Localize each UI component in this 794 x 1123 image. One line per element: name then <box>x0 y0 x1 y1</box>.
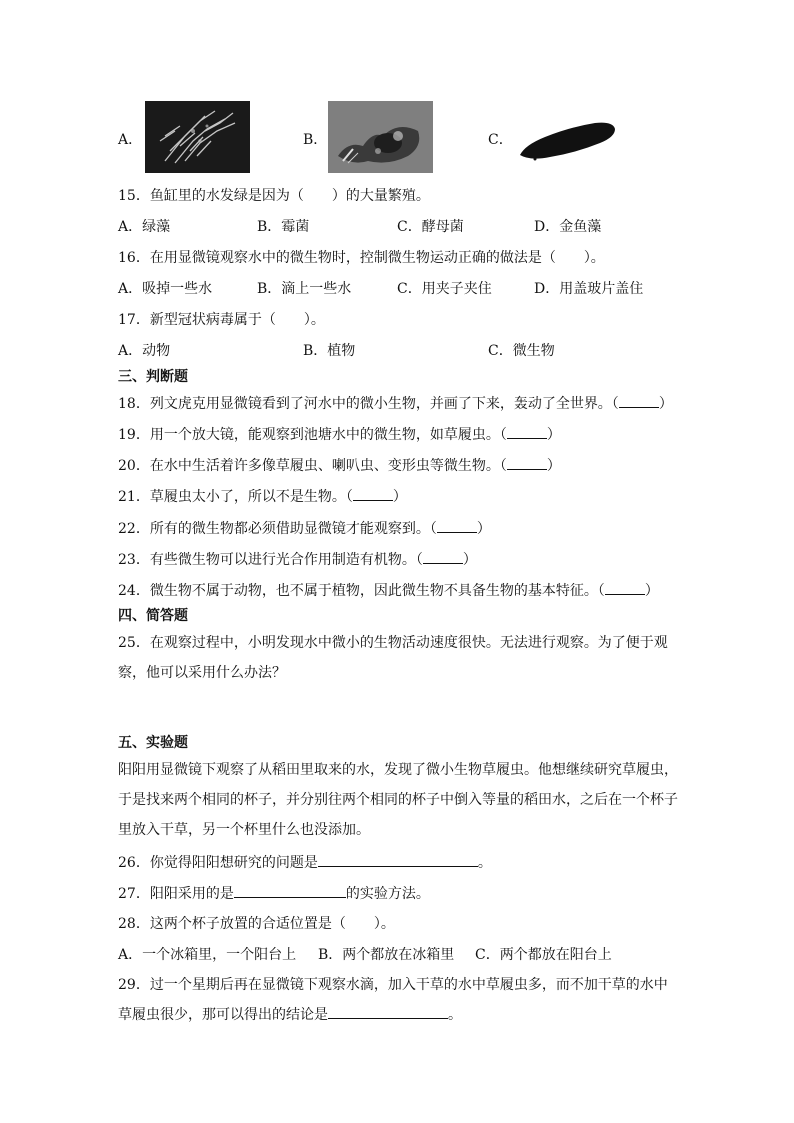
question-25: 25．在观察过程中，小明发现水中微小的生物活动速度很快。无法进行观察。为了便于观察，他可以采用什么办法？ <box>118 635 668 681</box>
answer-blank-22[interactable] <box>437 518 477 533</box>
answer-blank-26[interactable] <box>318 852 478 867</box>
answer-blank-29[interactable] <box>328 1004 448 1019</box>
question-26-suffix: 。 <box>477 855 492 871</box>
question-19-close: ） <box>546 427 561 443</box>
q28-option-b[interactable]: B．两个都放在冰箱里 <box>318 947 455 963</box>
question-24-text: 24．微生物不属于动物，也不属于植物，因此微生物不具备生物的基本特征。（ <box>118 583 605 599</box>
section-heading-experiment: 五、实验题 <box>118 735 188 751</box>
question-22 <box>118 518 491 539</box>
q15-option-d[interactable]: D．金鱼藻 <box>534 219 602 235</box>
question-27 <box>118 883 430 904</box>
section-heading-short-answer: 四、简答题 <box>118 608 188 624</box>
answer-blank-27[interactable] <box>234 883 346 898</box>
experiment-intro: 阳阳用显微镜下观察了从稻田里取来的水，发现了微小生物草履虫。他想继续研究草履虫，于是找来两个相同的杯子，并分别往两个相同的杯子中倒入等量的稻田水，之后在一个杯子里放入干草，另一个杯里什么也没添加。 <box>118 762 678 838</box>
option-c-label: C． <box>488 132 513 148</box>
option-b-label: B． <box>303 132 328 148</box>
question-27-text: 27．阳阳采用的是 <box>118 886 234 902</box>
question-27-suffix: 的实验方法。 <box>345 886 430 902</box>
question-28: 28．这两个杯子放置的合适位置是（ ）。 <box>118 916 395 932</box>
answer-blank-21[interactable] <box>353 486 393 501</box>
q28-option-a[interactable]: A．一个冰箱里，一个阳台上 <box>118 947 297 963</box>
question-21-text: 21．草履虫太小了，所以不是生物。（ <box>118 489 353 505</box>
question-23-text: 23．有些微生物可以进行光合作用制造有机物。（ <box>118 552 423 568</box>
q17-option-a[interactable]: A．动物 <box>118 343 171 359</box>
question-21-close: ） <box>392 489 407 505</box>
q28-option-c[interactable]: C．两个都放在阳台上 <box>475 947 612 963</box>
microbe-photo-c <box>515 115 620 165</box>
option-a-label: A． <box>118 132 143 148</box>
question-26-text: 26．你觉得阳阳想研究的问题是 <box>118 855 318 871</box>
answer-blank-18[interactable] <box>619 393 659 408</box>
q15-option-a[interactable]: A．绿藻 <box>118 219 171 235</box>
q16-option-b[interactable]: B．滴上一些水 <box>257 281 352 297</box>
question-29-text: 29．过一个星期后再在显微镜下观察水滴，加入干草的水中草履虫多，而不加干草的水中草履虫很少，那可以得出的结论是 <box>118 977 668 1023</box>
q16-option-d[interactable]: D．用盖玻片盖住 <box>534 281 644 297</box>
section-heading-judge: 三、判断题 <box>118 369 188 385</box>
answer-blank-23[interactable] <box>423 549 463 564</box>
question-26 <box>118 852 492 873</box>
question-20-text: 20．在水中生活着许多像草履虫、喇叭虫、变形虫等微生物。（ <box>118 458 507 474</box>
question-20-close: ） <box>546 458 561 474</box>
question-19-text: 19．用一个放大镜，能观察到池塘水中的微生物，如草履虫。（ <box>118 427 507 443</box>
answer-blank-20[interactable] <box>507 455 547 470</box>
q17-option-b[interactable]: B．植物 <box>303 343 356 359</box>
q15-option-c[interactable]: C．酵母菌 <box>397 219 464 235</box>
question-17: 17．新型冠状病毒属于（ ）。 <box>118 312 325 328</box>
question-24-close: ） <box>644 583 659 599</box>
question-21 <box>118 486 407 507</box>
question-18-close: ） <box>658 396 673 412</box>
question-18 <box>118 393 673 414</box>
question-15: 15．鱼缸里的水发绿是因为（ ）的大量繁殖。 <box>118 188 430 204</box>
q15-option-b[interactable]: B．霉菌 <box>257 219 310 235</box>
answer-blank-24[interactable] <box>605 580 645 595</box>
question-29-suffix: 。 <box>448 1007 462 1023</box>
question-23 <box>118 549 477 570</box>
microbe-photo-b <box>328 101 433 173</box>
q17-option-c[interactable]: C．微生物 <box>488 343 555 359</box>
question-22-close: ） <box>476 521 491 537</box>
question-22-text: 22．所有的微生物都必须借助显微镜才能观察到。（ <box>118 521 437 537</box>
question-20 <box>118 455 561 476</box>
question-16: 16．在用显微镜观察水中的微生物时，控制微生物运动正确的做法是（ ）。 <box>118 250 605 266</box>
question-29 <box>118 970 678 1030</box>
microbe-photo-a <box>145 101 250 173</box>
question-18-text: 18．列文虎克用显微镜看到了河水中的微小生物，并画了下来，轰动了全世界。（ <box>118 396 619 412</box>
q16-option-c[interactable]: C．用夹子夹住 <box>397 281 492 297</box>
answer-blank-19[interactable] <box>507 424 547 439</box>
question-23-close: ） <box>462 552 477 568</box>
question-24 <box>118 580 659 601</box>
q16-option-a[interactable]: A．吸掉一些水 <box>118 281 213 297</box>
question-19 <box>118 424 561 445</box>
